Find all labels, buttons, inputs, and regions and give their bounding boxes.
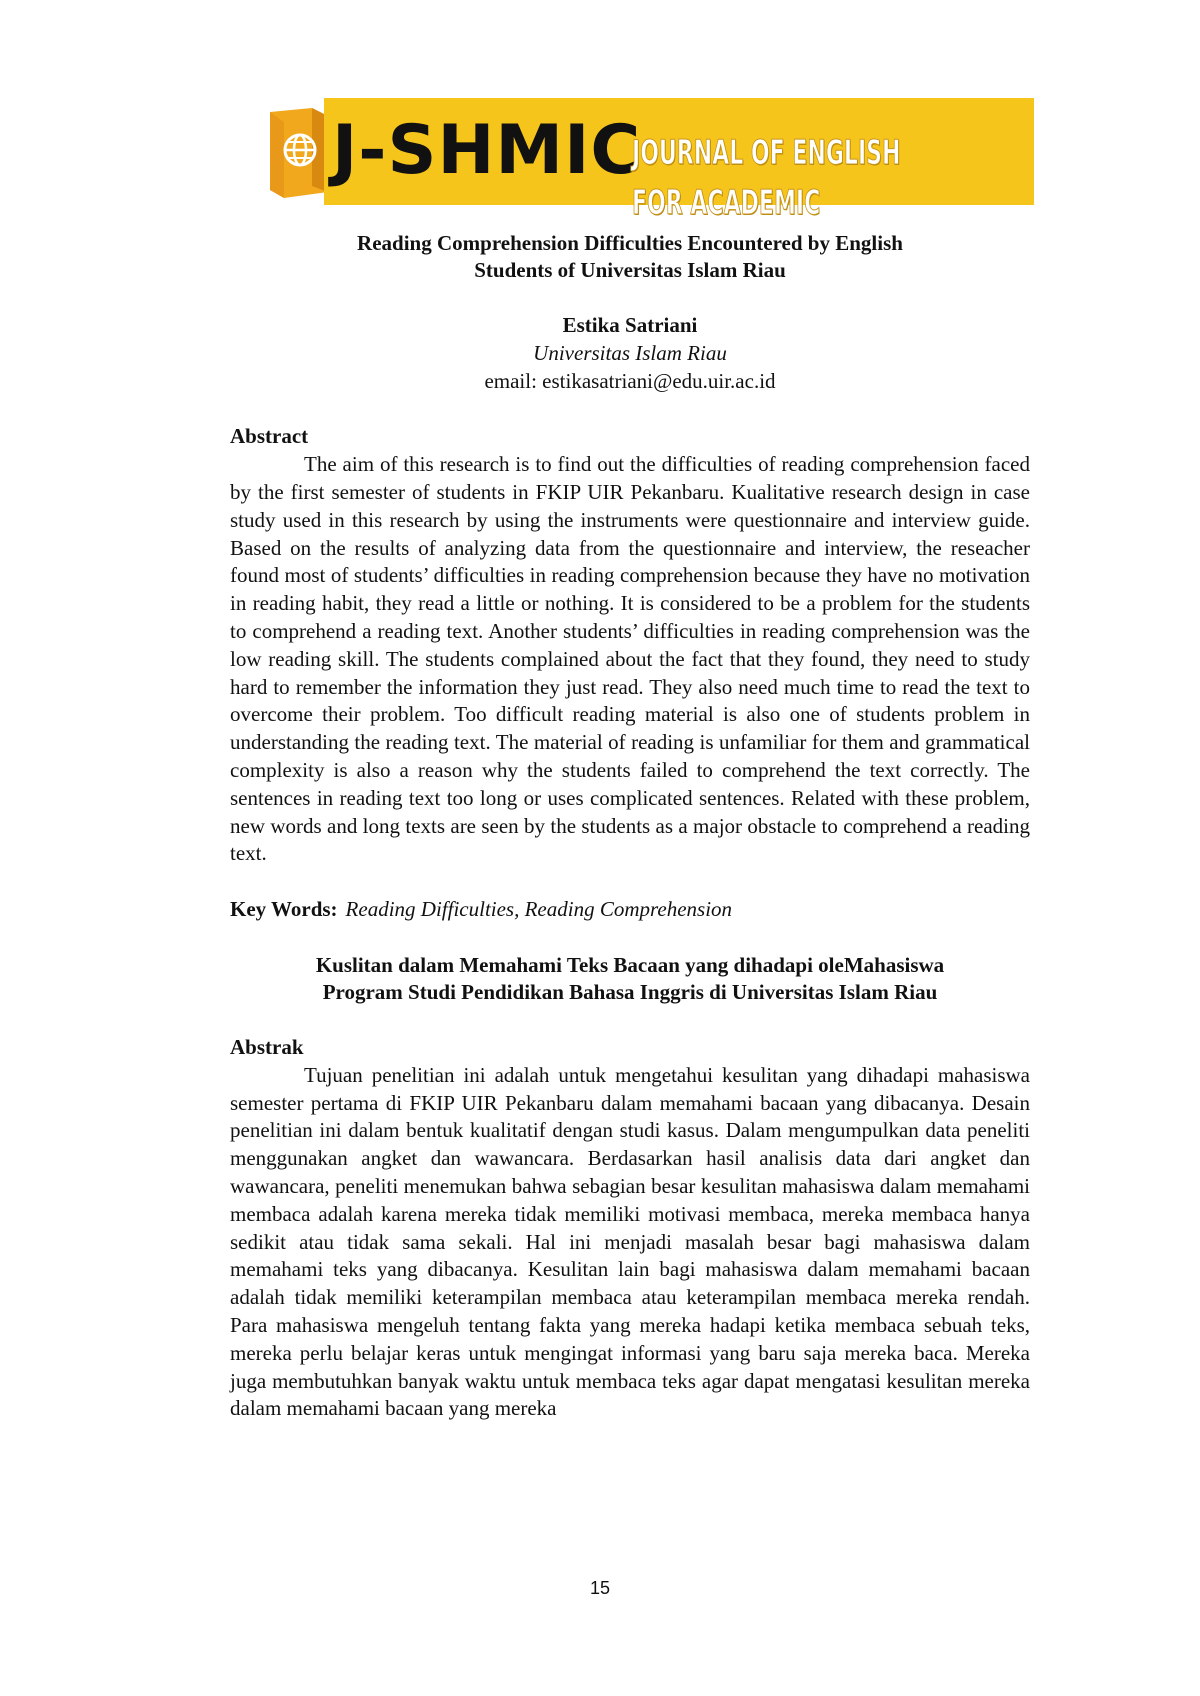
- indonesian-title-line-1: Kuslitan dalam Memahami Teks Bacaan yang dihadapi oleMahasiswa: [315, 952, 945, 977]
- journal-banner: [262, 98, 1034, 223]
- article-body: [230, 230, 1030, 1423]
- author-affiliation: Universitas Islam Riau: [533, 340, 727, 365]
- indonesian-title: [230, 952, 1030, 1006]
- page-number: 15: [589, 1578, 611, 1598]
- author-name: Estika Satriani: [562, 313, 698, 337]
- title-line-2: Students of Universitas Islam Riau: [474, 258, 786, 282]
- journal-brand: J-SHMIC: [332, 111, 642, 190]
- title-line-1: Reading Comprehension Difficulties Encountered by English: [357, 231, 903, 255]
- abstract-text: The aim of this research is to find out the difficulties of reading comprehension faced by the first semester of students in FKIP UIR Pekanbaru. Kualitative research design in case study used in this research by using the instruments were questionnaire and interview guide. Based on the results of analyzing data from the questionnaire and interview, the reseacher found most of students’ difficulties in reading comprehension because they have no motivation in reading habit, they read a little or nothing. It is considered to be a problem for the students to comprehend a reading text. Another students’ difficulties in reading comprehension was the low reading skill. The students complained about the fact that they found, they need to study hard to remember the information they just read. They also need much time to read the text to overcome their problem. Too difficult reading material is also one of students problem in understanding the reading text. The material of reading is unfamiliar for them and grammatical complexity is also a reason why the students failed to comprehend the text correctly. The sentences in reading text too long or uses complicated sentences. Related with these problem, new words and long texts are seen by the students as a major obstacle to comprehend a reading text.: [230, 452, 1030, 866]
- abstract-heading: Abstract: [230, 424, 309, 449]
- indonesian-title-line-2: Program Studi Pendidikan Bahasa Inggris di Universitas Islam Riau: [322, 979, 938, 1004]
- keywords: [230, 896, 1030, 924]
- abstrak-heading: Abstrak: [230, 1034, 304, 1059]
- keywords-value: Reading Difficulties, Reading Comprehension: [345, 897, 733, 922]
- article-title: [230, 230, 1030, 284]
- abstrak-text: Tujuan penelitian ini adalah untuk mengetahui kesulitan yang dihadapi mahasiswa semester pertama di FKIP UIR Pekanbaru dalam memahami bacaan yang dibacanya. Desain penelitian ini dalam bentuk kualitatif dengan studi kasus. Dalam mengumpulkan data peneliti menggunakan angket dan wawancara. Berdasarkan hasil analisis data dari angket dan wawancara, peneliti menemukan bahwa sebagian besar kesulitan mahasiswa dalam memahami membaca adalah karena mereka tidak memiliki motivasi membaca, mereka membaca hanya sedikit atau tidak sama sekali. Hal ini menjadi masalah besar bagi mahasiswa dalam memahami teks yang dibacanya. Kesulitan lain bagi mahasiswa dalam memahami bacaan adalah tidak memiliki keterampilan membaca atau keterampilan membaca mereka rendah. Para mahasiswa mengeluh tentang fakta yang mereka hadapi ketika membaca sebuah teks, mereka perlu belajar keras untuk mengingat informasi yang baru saja mereka baca. Mereka juga membutuhkan banyak waktu untuk membaca teks agar dapat mengatasi kesulitan mereka dalam memahami bacaan yang mereka: [230, 1062, 1030, 1421]
- author-email: email: estikasatriani@edu.uir.ac.id: [484, 368, 776, 393]
- journal-subtitle: JOURNAL OF ENGLISH FOR ACADEMIC: [632, 133, 901, 223]
- keywords-label: Key Words:: [230, 897, 338, 922]
- globe-book-icon: [262, 106, 332, 201]
